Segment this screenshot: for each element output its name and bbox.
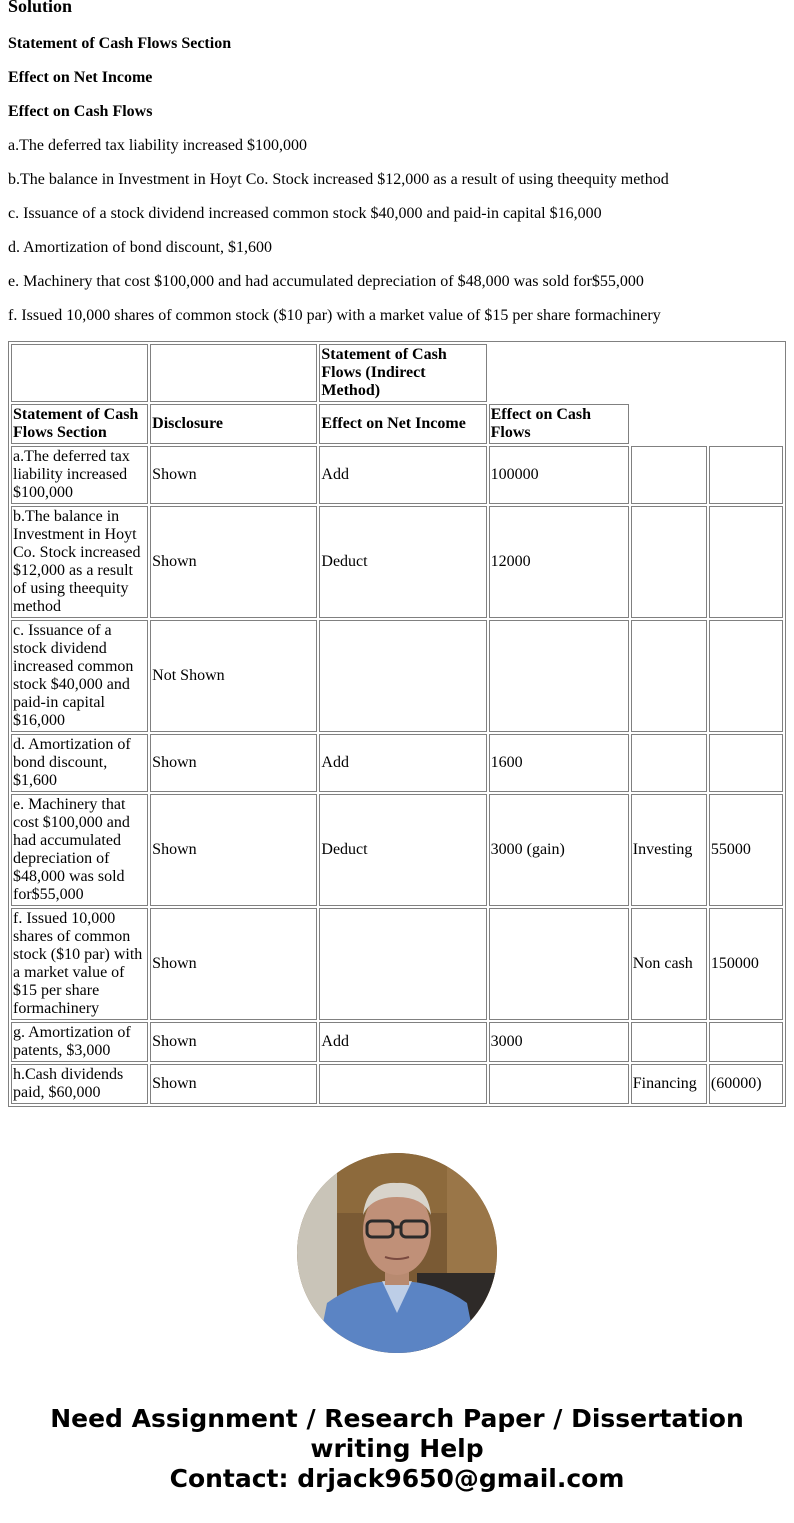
row-disclosure: Shown bbox=[150, 908, 317, 1020]
row-amount: 12000 bbox=[489, 506, 629, 618]
row-amount: 100000 bbox=[489, 446, 629, 504]
table-row bbox=[11, 1022, 783, 1062]
row-item: d. Amortization of bond discount, $1,600 bbox=[11, 734, 148, 792]
row-item: h.Cash dividends paid, $60,000 bbox=[11, 1064, 148, 1104]
column-header-disclosure: Disclosure bbox=[150, 404, 317, 444]
row-effect: Add bbox=[319, 446, 486, 504]
solution-title: Solution bbox=[8, 0, 73, 16]
row-activity bbox=[631, 1022, 707, 1062]
row-amount bbox=[489, 908, 629, 1020]
heading-cash-flows-section: Statement of Cash Flows Section bbox=[8, 35, 232, 52]
table-cell-empty bbox=[489, 344, 783, 402]
row-effect: Add bbox=[319, 1022, 486, 1062]
item-text-c: c. Issuance of a stock dividend increased common stock $40,000 and paid-in capital $16,000 bbox=[8, 205, 602, 222]
table-top-header-row bbox=[11, 344, 783, 402]
table-row bbox=[11, 908, 783, 1020]
promo-banner bbox=[0, 1404, 794, 1494]
row-disclosure: Shown bbox=[150, 446, 317, 504]
row-disclosure: Shown bbox=[150, 1022, 317, 1062]
row-effect: Deduct bbox=[319, 794, 486, 906]
row-effect: Deduct bbox=[319, 506, 486, 618]
row-effect bbox=[319, 1064, 486, 1104]
row-disclosure: Shown bbox=[150, 506, 317, 618]
row-item: a.The deferred tax liability increased $100,000 bbox=[11, 446, 148, 504]
row-disclosure: Not Shown bbox=[150, 620, 317, 732]
row-item: b.The balance in Investment in Hoyt Co. Stock increased $12,000 as a result of using theequity method bbox=[11, 506, 148, 618]
row-cash bbox=[709, 620, 783, 732]
heading-effect-net-income: Effect on Net Income bbox=[8, 69, 153, 86]
promo-line-help: Need Assignment / Research Paper / Dissertation writing Help bbox=[50, 1404, 744, 1463]
row-activity bbox=[631, 506, 707, 618]
row-activity: Financing bbox=[631, 1064, 707, 1104]
cash-flows-table bbox=[8, 341, 786, 1107]
row-cash bbox=[709, 446, 783, 504]
row-amount: 3000 (gain) bbox=[489, 794, 629, 906]
row-amount bbox=[489, 620, 629, 732]
table-cell-empty bbox=[631, 404, 783, 444]
row-activity bbox=[631, 620, 707, 732]
row-amount: 3000 bbox=[489, 1022, 629, 1062]
row-effect: Add bbox=[319, 734, 486, 792]
top-header-cell: Statement of Cash Flows (Indirect Method) bbox=[319, 344, 486, 402]
item-text-d: d. Amortization of bond discount, $1,600 bbox=[8, 239, 272, 256]
table-cell bbox=[11, 344, 148, 402]
table-row bbox=[11, 506, 783, 618]
column-header-cash-flows: Effect on Cash Flows bbox=[489, 404, 629, 444]
row-activity bbox=[631, 734, 707, 792]
table-row bbox=[11, 734, 783, 792]
row-item: f. Issued 10,000 shares of common stock ($10 par) with a market value of $15 per share formachinery bbox=[11, 908, 148, 1020]
row-cash: (60000) bbox=[709, 1064, 783, 1104]
author-portrait-graphic bbox=[297, 1153, 497, 1353]
row-activity: Non cash bbox=[631, 908, 707, 1020]
row-item: c. Issuance of a stock dividend increased common stock $40,000 and paid-in capital $16,000 bbox=[11, 620, 148, 732]
row-cash: 150000 bbox=[709, 908, 783, 1020]
author-avatar bbox=[297, 1153, 497, 1353]
row-cash bbox=[709, 506, 783, 618]
table-row bbox=[11, 446, 783, 504]
column-header-section: Statement of Cash Flows Section bbox=[11, 404, 148, 444]
row-amount bbox=[489, 1064, 629, 1104]
item-text-a: a.The deferred tax liability increased $100,000 bbox=[8, 137, 307, 154]
column-header-net-income: Effect on Net Income bbox=[319, 404, 486, 444]
row-amount: 1600 bbox=[489, 734, 629, 792]
table-cell bbox=[150, 344, 317, 402]
row-disclosure: Shown bbox=[150, 734, 317, 792]
item-text-b: b.The balance in Investment in Hoyt Co. Stock increased $12,000 as a result of using theequity method bbox=[8, 171, 669, 188]
table-row bbox=[11, 620, 783, 732]
row-activity: Investing bbox=[631, 794, 707, 906]
table-row bbox=[11, 1064, 783, 1104]
row-disclosure: Shown bbox=[150, 794, 317, 906]
row-effect bbox=[319, 620, 486, 732]
heading-effect-cash-flows: Effect on Cash Flows bbox=[8, 103, 153, 120]
row-item: g. Amortization of patents, $3,000 bbox=[11, 1022, 148, 1062]
row-cash bbox=[709, 734, 783, 792]
promo-line-contact: Contact: drjack9650@gmail.com bbox=[169, 1464, 625, 1493]
row-activity bbox=[631, 446, 707, 504]
table-header-row bbox=[11, 404, 783, 444]
item-text-f: f. Issued 10,000 shares of common stock ($10 par) with a market value of $15 per share formachinery bbox=[8, 307, 661, 324]
row-disclosure: Shown bbox=[150, 1064, 317, 1104]
item-text-e: e. Machinery that cost $100,000 and had accumulated depreciation of $48,000 was sold for$55,000 bbox=[8, 273, 644, 290]
row-cash bbox=[709, 1022, 783, 1062]
row-item: e. Machinery that cost $100,000 and had accumulated depreciation of $48,000 was sold for$55,000 bbox=[11, 794, 148, 906]
table-row bbox=[11, 794, 783, 906]
row-effect bbox=[319, 908, 486, 1020]
row-cash: 55000 bbox=[709, 794, 783, 906]
